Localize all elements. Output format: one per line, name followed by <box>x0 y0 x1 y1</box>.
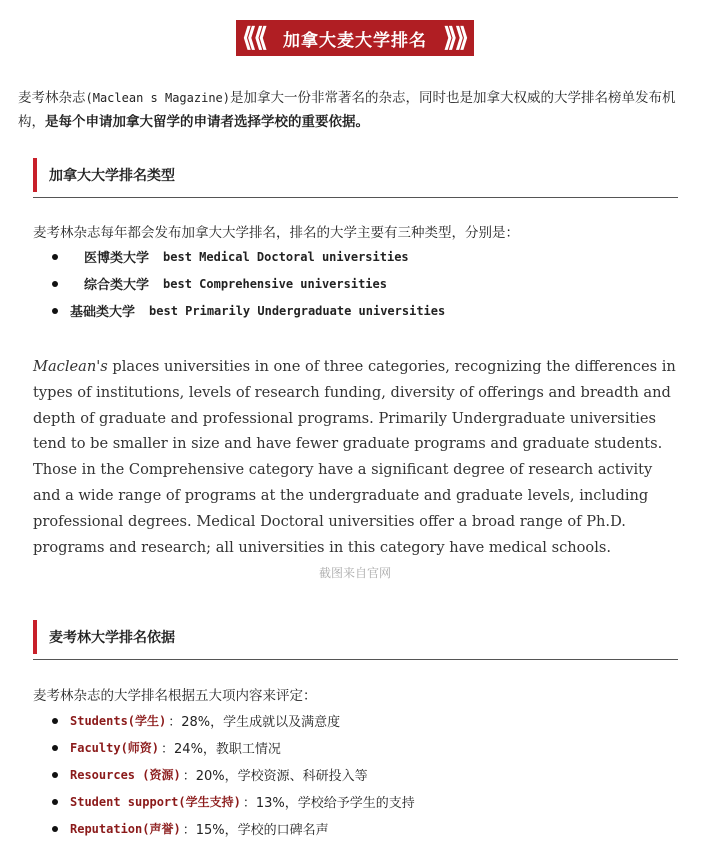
intro-bold: 是每个申请加拿大留学的申请者选择学校的重要依据。 <box>45 114 369 130</box>
criteria-value: ：28%，学生成就以及满意度 <box>168 715 341 730</box>
type-cn: 综合类大学 <box>84 278 150 293</box>
section-heading-ranking-criteria <box>33 620 678 660</box>
criteria-lead-text: 麦考林杂志的大学排名根据五大项内容来评定： <box>33 688 317 704</box>
intro-middle: 是加拿大一份非常著名的杂志，同时也是加拿大权威的大学排名榜单发布机构， <box>18 90 676 130</box>
type-cn: 基础类大学 <box>70 305 136 320</box>
types-list <box>52 243 445 324</box>
list-item <box>52 734 415 761</box>
list-item <box>52 815 415 842</box>
criteria-value: ：20%，学校资源、科研投入等 <box>182 769 368 784</box>
macleans-quote <box>33 354 683 560</box>
criteria-key: Faculty(师资) <box>70 741 160 755</box>
list-item <box>52 788 415 815</box>
image-caption: 截图来自官网 <box>318 566 391 580</box>
criteria-list <box>52 707 415 842</box>
bullet-icon <box>52 308 58 314</box>
criteria-key: Student support(学生支持) <box>70 795 241 809</box>
criteria-value: ：15%，学校的口碑名声 <box>182 823 329 838</box>
criteria-key: Resources (资源) <box>70 768 181 782</box>
bullet-icon <box>52 745 58 751</box>
intro-prefix: 麦考林杂志 <box>18 90 86 106</box>
criteria-value: ：24%，教职工情况 <box>161 742 281 757</box>
bullet-icon <box>52 254 58 260</box>
quote-italic-lead: Maclean's <box>33 358 108 375</box>
criteria-value: ：13%，学校给予学生的支持 <box>242 796 415 811</box>
list-item <box>52 707 415 734</box>
section-heading-label: 加拿大大学排名类型 <box>49 168 175 184</box>
section-accent-bar <box>33 620 37 654</box>
type-en: best Primarily Undergraduate universities <box>149 303 446 318</box>
bullet-icon <box>52 718 58 724</box>
bullet-icon <box>52 799 58 805</box>
right-chevron-decoration-icon: ⟫⟫ <box>443 23 466 53</box>
criteria-key: Students(学生) <box>70 714 167 728</box>
section-heading-ranking-types <box>33 158 678 198</box>
left-chevron-decoration-icon: ⟪⟪ <box>242 23 265 53</box>
intro-paragraph <box>18 86 698 134</box>
types-lead-text: 麦考林杂志每年都会发布加拿大大学排名，排名的大学主要有三种类型，分别是： <box>33 225 519 241</box>
bullet-icon <box>52 281 58 287</box>
intro-magazine-name: (Maclean s Magazine) <box>85 91 230 105</box>
bullet-icon <box>52 826 58 832</box>
section-heading-label: 麦考林大学排名依据 <box>49 630 175 646</box>
list-item <box>52 761 415 788</box>
title-banner <box>236 20 474 56</box>
type-en: best Medical Doctoral universities <box>163 249 409 264</box>
type-cn: 医博类大学 <box>84 251 150 266</box>
list-item <box>52 297 445 324</box>
list-item <box>52 270 445 297</box>
list-item <box>52 243 445 270</box>
bullet-icon <box>52 772 58 778</box>
quote-text: places universities in one of three categories, recognizing the differences in types of institutions, levels of research funding, diversity of offerings and breadth and depth of graduate and professional programs. Primarily Undergraduate universities tend to be smaller in size and have fewer graduate programs and graduate students. Those in the Comprehensive category have a significant degree of research activity and a wide range of programs at the undergraduate and graduate levels, including professional degrees. Medical Doctoral universities offer a broad range of Ph.D. programs and research; all universities in this category have medical schools. <box>33 358 676 556</box>
criteria-key: Reputation(声誉) <box>70 822 181 836</box>
section-accent-bar <box>33 158 37 192</box>
type-en: best Comprehensive universities <box>163 276 387 291</box>
banner-title: 加拿大麦大学排名 <box>283 30 427 51</box>
